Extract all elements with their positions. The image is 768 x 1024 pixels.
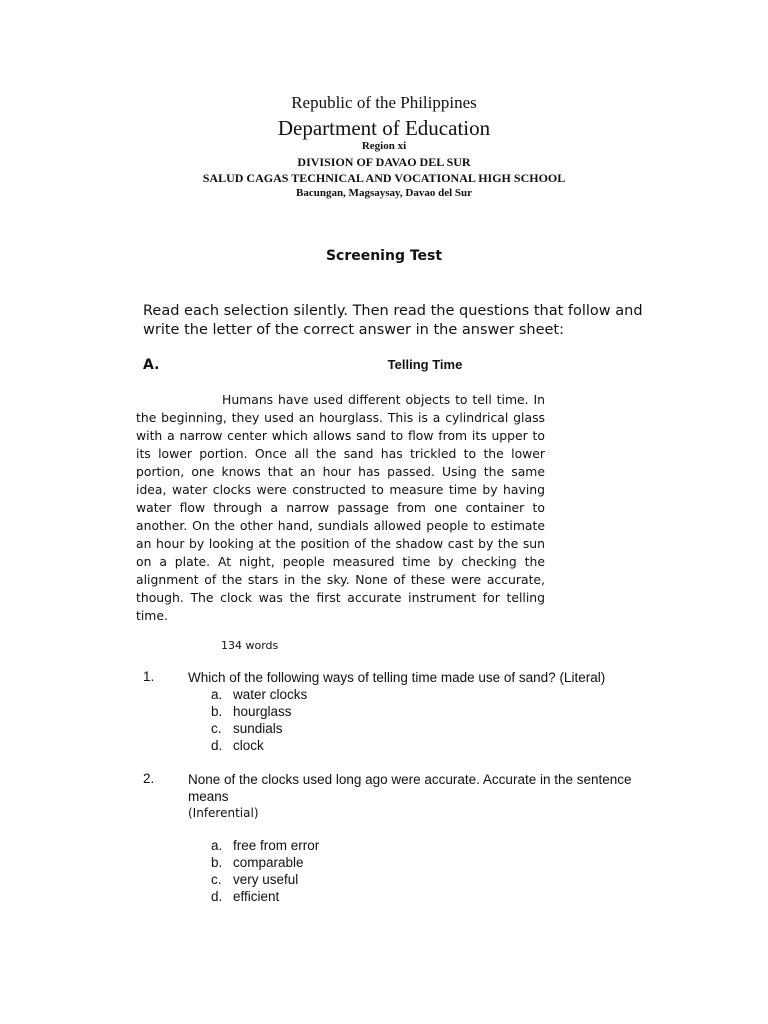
option-letter: d. [211, 738, 223, 753]
option-a [211, 686, 307, 703]
question-stem: Which of the following ways of telling time made use of sand? (Literal) [188, 670, 606, 685]
option-c [211, 720, 307, 737]
option-text: clock [233, 738, 264, 753]
header-address: Bacungan, Magsaysay, Davao del Sur [295, 187, 473, 199]
option-b [211, 703, 307, 720]
options-list [211, 686, 307, 754]
option-text: sundials [233, 721, 283, 736]
option-letter: b. [211, 704, 223, 719]
instructions: Read each selection silently. Then read the questions that follow and write the letter of the correct answer in the answer sheet: [143, 303, 643, 338]
option-letter: c. [211, 721, 222, 736]
option-d [211, 737, 307, 754]
option-b [211, 854, 319, 871]
option-letter: c. [211, 872, 222, 887]
option-text: water clocks [233, 687, 308, 702]
header-region: Region xi [361, 140, 407, 152]
options-list [211, 837, 319, 905]
option-text: hourglass [233, 704, 292, 719]
option-text: very useful [233, 872, 299, 887]
section-title: Telling Time [387, 357, 463, 372]
question-tag: (Inferential) [188, 806, 259, 820]
option-text: free from error [233, 838, 320, 853]
option-letter: a. [211, 838, 223, 853]
option-letter: a. [211, 687, 223, 702]
section-letter: A. [143, 357, 160, 373]
option-text: comparable [233, 855, 304, 870]
question-stem: None of the clocks used long ago were accurate. Accurate in the sentence means [188, 772, 632, 804]
question-number: 2. [143, 771, 155, 786]
word-count: 134 words [221, 639, 279, 652]
header-department: Department of Education [277, 116, 491, 140]
option-a [211, 837, 319, 854]
option-text: efficient [233, 889, 280, 904]
header-school: SALUD CAGAS TECHNICAL AND VOCATIONAL HIGH SCHOOL [202, 171, 566, 185]
reading-passage: Humans have used different objects to tell time. In the beginning, they used an hourglass. This is a cylindrical glass with a narrow center which allows sand to flow from its upper to its lower portion. Once all the sand has trickled to the lower portion, one knows that an hour has passed. Using the same idea, water clocks were constructed to measure time by having water flow through a narrow passage from one container to another. On the other hand, sundials allowed people to estimate an hour by looking at the position of the shadow cast by the sun on a plate. At night, people measured time by checking the alignment of the stars in the sky. None of these were accurate, though. The clock was the first accurate instrument for telling time. [136, 392, 545, 623]
header-republic: Republic of the Philippines [291, 93, 477, 112]
option-letter: d. [211, 889, 223, 904]
question-number: 1. [143, 669, 155, 684]
page-title: Screening Test [325, 248, 443, 264]
header-division: DIVISION OF DAVAO DEL SUR [297, 155, 471, 169]
option-letter: b. [211, 855, 223, 870]
option-d [211, 888, 319, 905]
option-c [211, 871, 319, 888]
